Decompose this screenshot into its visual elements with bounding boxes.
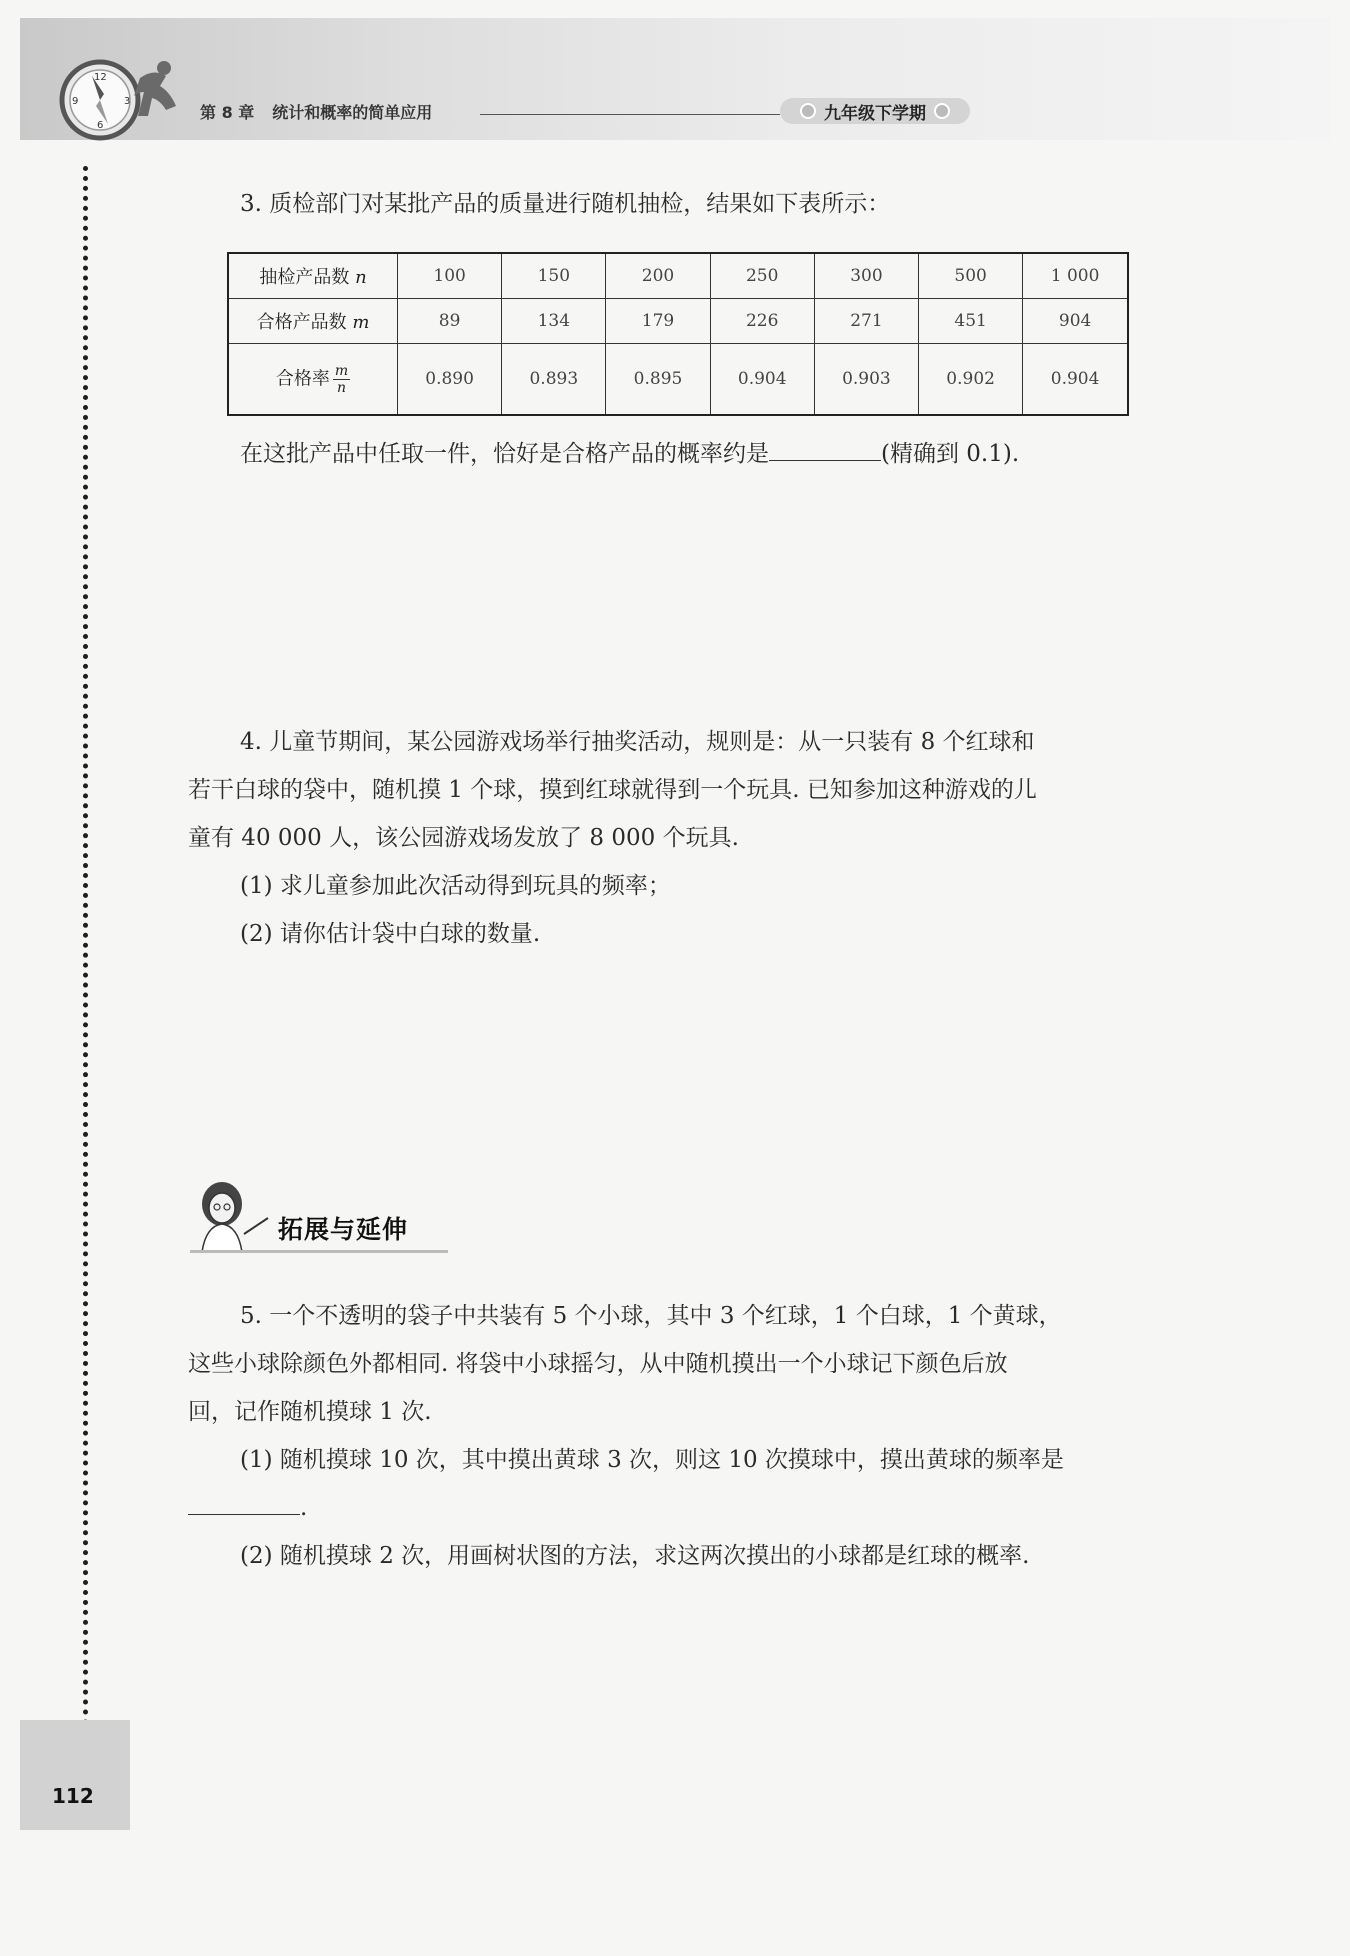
- grade-label: 九年级下学期: [824, 103, 926, 124]
- q3-stem: 3. 质检部门对某批产品的质量进行随机抽检，结果如下表所示：: [240, 191, 891, 217]
- chapter-heading: [200, 100, 432, 123]
- compass-runner-icon: [52, 48, 192, 148]
- table-row-pass: [228, 299, 1128, 344]
- row-header-sample: 抽检产品数 n: [228, 253, 398, 299]
- chapter-number: 第 8 章: [200, 103, 255, 122]
- svg-text:9: 9: [72, 96, 79, 107]
- svg-text:3: 3: [124, 96, 131, 107]
- q5-line-2: 这些小球除颜色外都相同. 将袋中小球摇匀，从中随机摸出一个小球记下颜色后放: [188, 1351, 1008, 1377]
- chapter-title: 统计和概率的简单应用: [272, 103, 433, 122]
- table-cell: 0.904: [1023, 344, 1128, 416]
- q3-question: 在这批产品中任取一件，恰好是合格产品的概率约是 (精确到 0.1).: [240, 430, 1019, 478]
- table-cell: 0.903: [814, 344, 918, 416]
- binding-dotted-line: [83, 166, 88, 1726]
- svg-text:6: 6: [97, 120, 104, 131]
- table-cell: 89: [398, 299, 502, 344]
- q5-sub-1-blank-line: .: [188, 1484, 307, 1532]
- svg-text:12: 12: [94, 72, 107, 83]
- table-cell: 904: [1023, 299, 1128, 344]
- table-cell: 1 000: [1023, 253, 1128, 299]
- q4-line-3: 童有 40 000 人，该公园游戏场发放了 8 000 个玩具.: [188, 825, 739, 851]
- table-row-sample: [228, 253, 1128, 299]
- table-cell: 271: [814, 299, 918, 344]
- page-number: 112: [52, 1784, 94, 1808]
- table-cell: 0.902: [919, 344, 1023, 416]
- page-number-box: [20, 1720, 130, 1830]
- table-cell: 100: [398, 253, 502, 299]
- quality-check-table: [227, 252, 1129, 416]
- section-title: 拓展与延伸: [278, 1215, 409, 1244]
- q4-line-1: 4. 儿童节期间，某公园游戏场举行抽奖活动，规则是：从一只装有 8 个红球和: [240, 729, 1035, 755]
- grade-badge: [780, 98, 970, 124]
- table-cell: 300: [814, 253, 918, 299]
- answer-blank[interactable]: [769, 436, 881, 461]
- q5-sub-1: (1) 随机摸球 10 次，其中摸出黄球 3 次，则这 10 次摸球中，摸出黄球的频率是: [240, 1447, 1064, 1473]
- table-cell: 0.893: [502, 344, 606, 416]
- row-header-pass: 合格产品数 m: [228, 299, 398, 344]
- q5-sub-2: (2) 随机摸球 2 次，用画树状图的方法，求这两次摸出的小球都是红球的概率.: [240, 1543, 1030, 1569]
- row-header-rate: 合格率 $\frac{m}{n}$: [228, 344, 398, 416]
- table-cell: 150: [502, 253, 606, 299]
- q5-line-3: 回，记作随机摸球 1 次.: [188, 1399, 432, 1425]
- table-cell: 226: [710, 299, 814, 344]
- pill-dot-right: [934, 103, 950, 119]
- answer-blank[interactable]: [188, 1490, 300, 1515]
- table-cell: 179: [606, 299, 710, 344]
- table-cell: 0.895: [606, 344, 710, 416]
- table-cell: 134: [502, 299, 606, 344]
- fraction-m-over-n: $\frac{m}{n}$: [334, 362, 349, 396]
- q4-sub-1: (1) 求儿童参加此次活动得到玩具的频率；: [240, 873, 671, 899]
- header-rule: [480, 114, 780, 115]
- table-cell: 0.890: [398, 344, 502, 416]
- pill-dot-left: [800, 103, 816, 119]
- table-cell: 0.904: [710, 344, 814, 416]
- table-cell: 250: [710, 253, 814, 299]
- q4-sub-2: (2) 请你估计袋中白球的数量.: [240, 921, 541, 947]
- q4-line-2: 若干白球的袋中，随机摸 1 个球，摸到红球就得到一个玩具. 已知参加这种游戏的儿: [188, 777, 1037, 803]
- q5-line-1: 5. 一个不透明的袋子中共装有 5 个小球，其中 3 个红球，1 个白球，1 个黄球，: [240, 1303, 1062, 1329]
- table-cell: 200: [606, 253, 710, 299]
- section-underline: [190, 1250, 448, 1253]
- table-cell: 500: [919, 253, 1023, 299]
- table-row-rate: [228, 344, 1128, 416]
- table-cell: 451: [919, 299, 1023, 344]
